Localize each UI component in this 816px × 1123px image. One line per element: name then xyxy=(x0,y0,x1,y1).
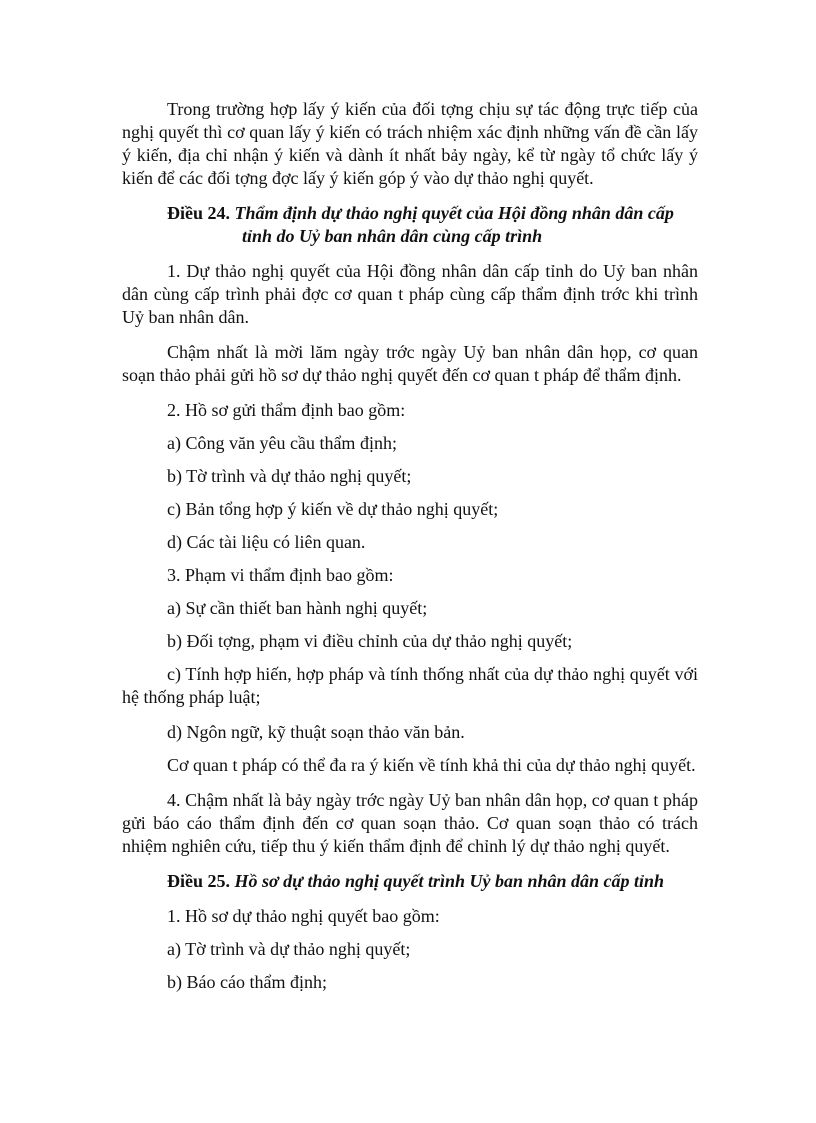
article-24-clause-3b: b) Đối tợng, phạm vi điều chỉnh của dự thảo nghị quyết; xyxy=(167,631,573,651)
article-24-label: Điều 24. xyxy=(167,203,230,223)
article-24-clause-4: 4. Chậm nhất là bảy ngày trớc ngày Uỷ ban nhân dân họp, cơ quan t pháp gửi báo cáo thẩm định đến cơ quan soạn thảo. Cơ quan soạn thảo có trách nhiệm nghiên cứu, tiếp thu ý kiến thẩm định để chỉnh lý dự thảo nghị quyết. xyxy=(122,790,698,856)
article-24-title-line1: Thẩm định dự thảo nghị quyết của Hội đồng nhân dân cấp xyxy=(234,203,674,223)
article-25-title: Hồ sơ dự thảo nghị quyết trình Uỷ ban nhân dân cấp tỉnh xyxy=(234,871,665,891)
article-25-heading xyxy=(122,870,698,893)
article-24-clause-2b: b) Tờ trình và dự thảo nghị quyết; xyxy=(167,466,412,486)
article-24-clause-2: 2. Hồ sơ gửi thẩm định bao gồm: xyxy=(167,400,406,420)
article-24-clause-3a: a) Sự cần thiết ban hành nghị quyết; xyxy=(167,598,428,618)
article-25-label: Điều 25. xyxy=(167,871,230,891)
paragraph-consultation: Trong trường hợp lấy ý kiến của đối tợng chịu sự tác động trực tiếp của nghị quyết thì cơ quan lấy ý kiến có trách nhiệm xác định những vấn đề cần lấy ý kiến, địa chỉ nhận ý kiến và dành ít nhất bảy ngày, kể từ ngày tổ chức lấy ý kiến để các đối tợng đợc lấy ý kiến góp ý vào dự thảo nghị quyết. xyxy=(122,99,698,188)
article-24-heading xyxy=(122,202,698,248)
article-24-clause-3d: d) Ngôn ngữ, kỹ thuật soạn thảo văn bản. xyxy=(167,722,465,742)
article-25-clause-1a: a) Tờ trình và dự thảo nghị quyết; xyxy=(167,939,411,959)
article-24-clause-2d: d) Các tài liệu có liên quan. xyxy=(167,532,366,552)
article-24-clause-3: 3. Phạm vi thẩm định bao gồm: xyxy=(167,565,394,585)
article-24-clause-2c: c) Bản tổng hợp ý kiến về dự thảo nghị quyết; xyxy=(167,499,499,519)
article-25-clause-1b: b) Báo cáo thẩm định; xyxy=(167,972,327,992)
article-24-clause-3c: c) Tính hợp hiến, hợp pháp và tính thống nhất của dự thảo nghị quyết với hệ thống pháp luật; xyxy=(122,664,698,707)
document-page xyxy=(122,98,698,1004)
article-24-clause-1: 1. Dự thảo nghị quyết của Hội đồng nhân dân cấp tỉnh do Uỷ ban nhân dân cùng cấp trình phải đợc cơ quan t pháp cùng cấp thẩm định trớc khi trình Uỷ ban nhân dân. xyxy=(122,261,698,327)
article-24-clause-2a: a) Công văn yêu cầu thẩm định; xyxy=(167,433,397,453)
article-25-clause-1: 1. Hồ sơ dự thảo nghị quyết bao gồm: xyxy=(167,906,440,926)
article-24-clause-3-note: Cơ quan t pháp có thể đa ra ý kiến về tính khả thi của dự thảo nghị quyết. xyxy=(167,755,696,775)
article-24-clause-1-deadline: Chậm nhất là mời lăm ngày trớc ngày Uỷ ban nhân dân họp, cơ quan soạn thảo phải gửi hồ sơ dự thảo nghị quyết đến cơ quan t pháp để thẩm định. xyxy=(122,342,698,385)
article-24-title-line2: tỉnh do Uỷ ban nhân dân cùng cấp trình xyxy=(242,226,543,246)
